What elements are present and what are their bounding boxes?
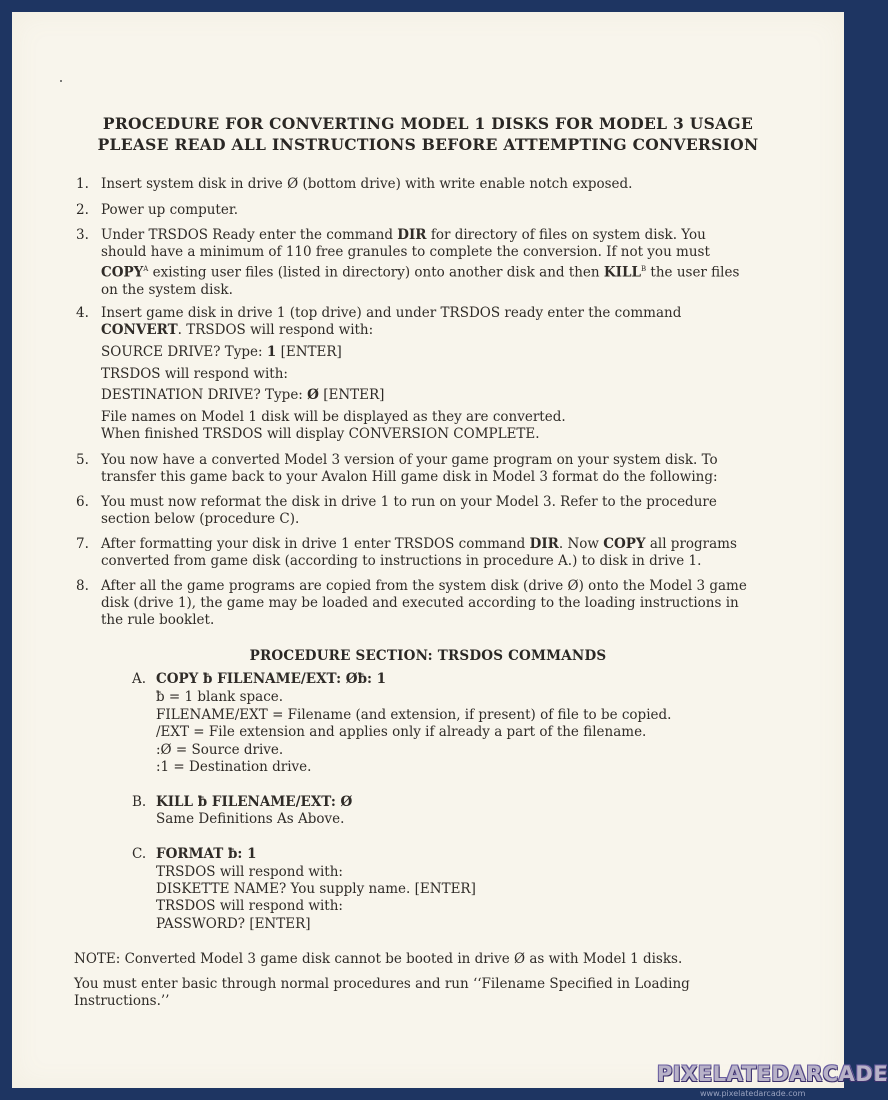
- paper-speck: [60, 80, 62, 82]
- proc-a-def-3: /EXT = File extension and applies only if already a part of the filename.: [156, 724, 647, 740]
- trsdos-respond-line: TRSDOS will respond with:: [101, 366, 288, 382]
- proc-a-letter: A.: [132, 671, 147, 687]
- proc-a-command: COPY ƀ FILENAME/EXT: Øƀ: 1: [156, 671, 387, 687]
- destination-drive-line: DESTINATION DRIVE? Type: Ø [ENTER]: [101, 387, 385, 403]
- proc-b-letter: B.: [132, 794, 147, 810]
- proc-c-def-1: TRSDOS will respond with:: [156, 864, 343, 880]
- document-page: [12, 12, 844, 1088]
- final-instruction: You must enter basic through normal procedures and run ‘‘Filename Specified in Loading Instructions.’’: [74, 976, 690, 1009]
- step-1-text: Insert system disk in drive Ø (bottom drive) with write enable notch exposed.: [101, 176, 633, 192]
- step-6-text: You must now reformat the disk in drive 1 to run on your Model 3. Refer to the procedure section below (procedure C).: [101, 494, 717, 527]
- title-line-1: PROCEDURE FOR CONVERTING MODEL 1 DISKS FOR MODEL 3 USAGE: [102, 114, 754, 133]
- step-1-number: 1.: [76, 176, 89, 192]
- pixelatedarcade-watermark: PIXELATEDARCADE: [657, 1062, 888, 1086]
- step-4-text: Insert game disk in drive 1 (top drive) and under TRSDOS ready enter the command CONVERT. TRSDOS will respond with:: [101, 305, 682, 338]
- source-drive-line: SOURCE DRIVE? Type: 1 [ENTER]: [101, 344, 342, 360]
- note-line: NOTE: Converted Model 3 game disk cannot be booted in drive Ø as with Model 1 disks.: [74, 951, 683, 967]
- step-7-text: After formatting your disk in drive 1 enter TRSDOS command DIR. Now COPY all programs converted from game disk (according to instructions in procedure A.) to disk in drive 1.: [101, 536, 737, 569]
- step-8-number: 8.: [76, 578, 89, 594]
- step-6-number: 6.: [76, 494, 89, 510]
- step-3-number: 3.: [76, 227, 89, 243]
- proc-b-command: KILL ƀ FILENAME/EXT: Ø: [156, 794, 353, 810]
- dir-command: DIR: [397, 227, 427, 243]
- step-2-text: Power up computer.: [101, 202, 239, 218]
- step-8-text: After all the game programs are copied from the system disk (drive Ø) onto the Model 3 game disk (drive 1), the game may be loaded and executed according to the loading instructions in the rule booklet.: [101, 578, 747, 628]
- proc-a-def-2: FILENAME/EXT = Filename (and extension, if present) of file to be copied.: [156, 707, 672, 723]
- step-4-number: 4.: [76, 305, 89, 321]
- proc-a-def-5: :1 = Destination drive.: [156, 759, 312, 775]
- watermark-url: www.pixelatedarcade.com: [700, 1089, 806, 1098]
- proc-c-def-2: DISKETTE NAME? You supply name. [ENTER]: [156, 881, 476, 897]
- procedure-section-title: PROCEDURE SECTION: TRSDOS COMMANDS: [249, 648, 607, 664]
- proc-a-def-1: ƀ = 1 blank space.: [156, 689, 284, 705]
- kill-command: KILL: [603, 264, 641, 281]
- proc-c-def-4: PASSWORD? [ENTER]: [156, 916, 311, 932]
- step-5-text: You now have a converted Model 3 version of your game program on your system disk. To transfer this game back to your Avalon Hill game disk in Model 3 format do the following:: [101, 452, 718, 485]
- proc-a-def-4: :Ø = Source drive.: [156, 742, 284, 758]
- proc-c-command: FORMAT ƀ: 1: [156, 846, 257, 862]
- convert-command: CONVERT: [101, 322, 178, 338]
- proc-c-letter: C.: [132, 846, 147, 862]
- title-line-2: PLEASE READ ALL INSTRUCTIONS BEFORE ATTEMPTING CONVERSION: [97, 135, 759, 154]
- file-names-line: File names on Model 1 disk will be displayed as they are converted.: [101, 409, 566, 425]
- copy-command: COPY: [101, 264, 144, 281]
- conversion-complete-line: When finished TRSDOS will display CONVERSION COMPLETE.: [101, 426, 540, 442]
- step-5-number: 5.: [76, 452, 89, 468]
- proc-b-def-1: Same Definitions As Above.: [156, 811, 345, 827]
- step-2-number: 2.: [76, 202, 89, 218]
- step-3-text: Under TRSDOS Ready enter the command DIR for directory of files on system disk. You should have a minimum of 110 free granules to complete the conversion. If not you must $COPY^A$ existing user files (listed in directory) onto another disk and then $KILL^B$ the user files on the system disk.: [101, 227, 740, 298]
- proc-c-def-3: TRSDOS will respond with:: [156, 898, 343, 914]
- step-7-number: 7.: [76, 536, 89, 552]
